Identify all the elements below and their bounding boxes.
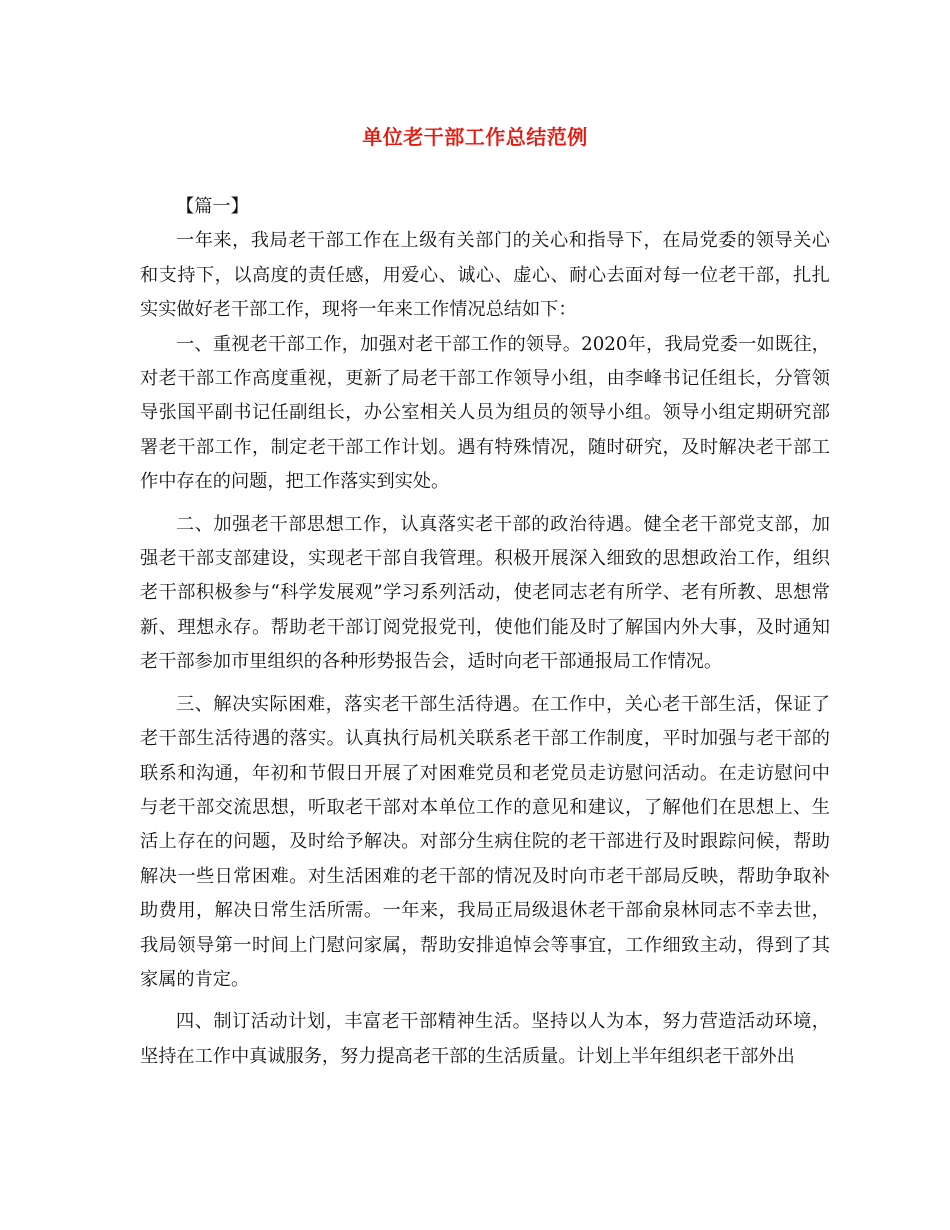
document-body [140,190,830,1074]
paragraph-section-3: 三、解决实际困难，落实老干部生活待遇。在工作中，关心老干部生活，保证了老干部生活待遇的落实。认真执行局机关联系老干部工作制度，平时加强与老干部的联系和沟通，年初和节假日开展了对困难党员和老党员走访慰问活动。在走访慰问中与老干部交流思想，听取老干部对本单位工作的意见和建议，了解他们在思想上、生活上存在的问题，及时给予解决。对部分生病住院的老干部进行及时跟踪问候，帮助解决一些日常困难。对生活困难的老干部的情况及时向市老干部局反映，帮助争取补助费用，解决日常生活所需。一年来，我局正局级退休老干部俞泉林同志不幸去世，我局领导第一时间上门慰问家属，帮助安排追悼会等事宜，工作细致主动，得到了其家属的肯定。 [140,693,830,990]
paragraph-section-1: 一、重视老干部工作，加强对老干部工作的领导。2020年，我局党委一如既往，对老干部工作高度重视，更新了局老干部工作领导小组，由李峰书记任组长，分管领导张国平副书记任副组长，办公室相关人员为组员的领导小组。领导小组定期研究部署老干部工作，制定老干部工作计划。遇有特殊情况，随时研究，及时解决老干部工作中存在的问题，把工作落实到实处。 [140,333,830,493]
paragraph-section-4: 四、制订活动计划，丰富老干部精神生活。坚持以人为本，努力营造活动环境，坚持在工作中真诚服务，努力提高老干部的生活质量。计划上半年组织老干部外出 [140,1011,830,1067]
paragraph-intro: 一年来，我局老干部工作在上级有关部门的关心和指导下，在局党委的领导关心和支持下，以高度的责任感，用爱心、诚心、虚心、耐心去面对每一位老干部，扎扎实实做好老干部工作，现将一年来工作情况总结如下： [140,230,830,321]
document-title: 单位老干部工作总结范例 [362,125,588,149]
paragraph-section-2: 二、加强老干部思想工作，认真落实老干部的政治待遇。健全老干部党支部，加强老干部支部建设，实现老干部自我管理。积极开展深入细致的思想政治工作，组织老干部积极参与“科学发展观”学习系列活动，使老同志老有所学、老有所教、思想常新、理想永存。帮助老干部订阅党报党刊，使他们能及时了解国内外大事，及时通知老干部参加市里组织的各种形势报告会，适时向老干部通报局工作情况。 [140,513,830,673]
section-label: 【篇一】 [176,196,249,217]
